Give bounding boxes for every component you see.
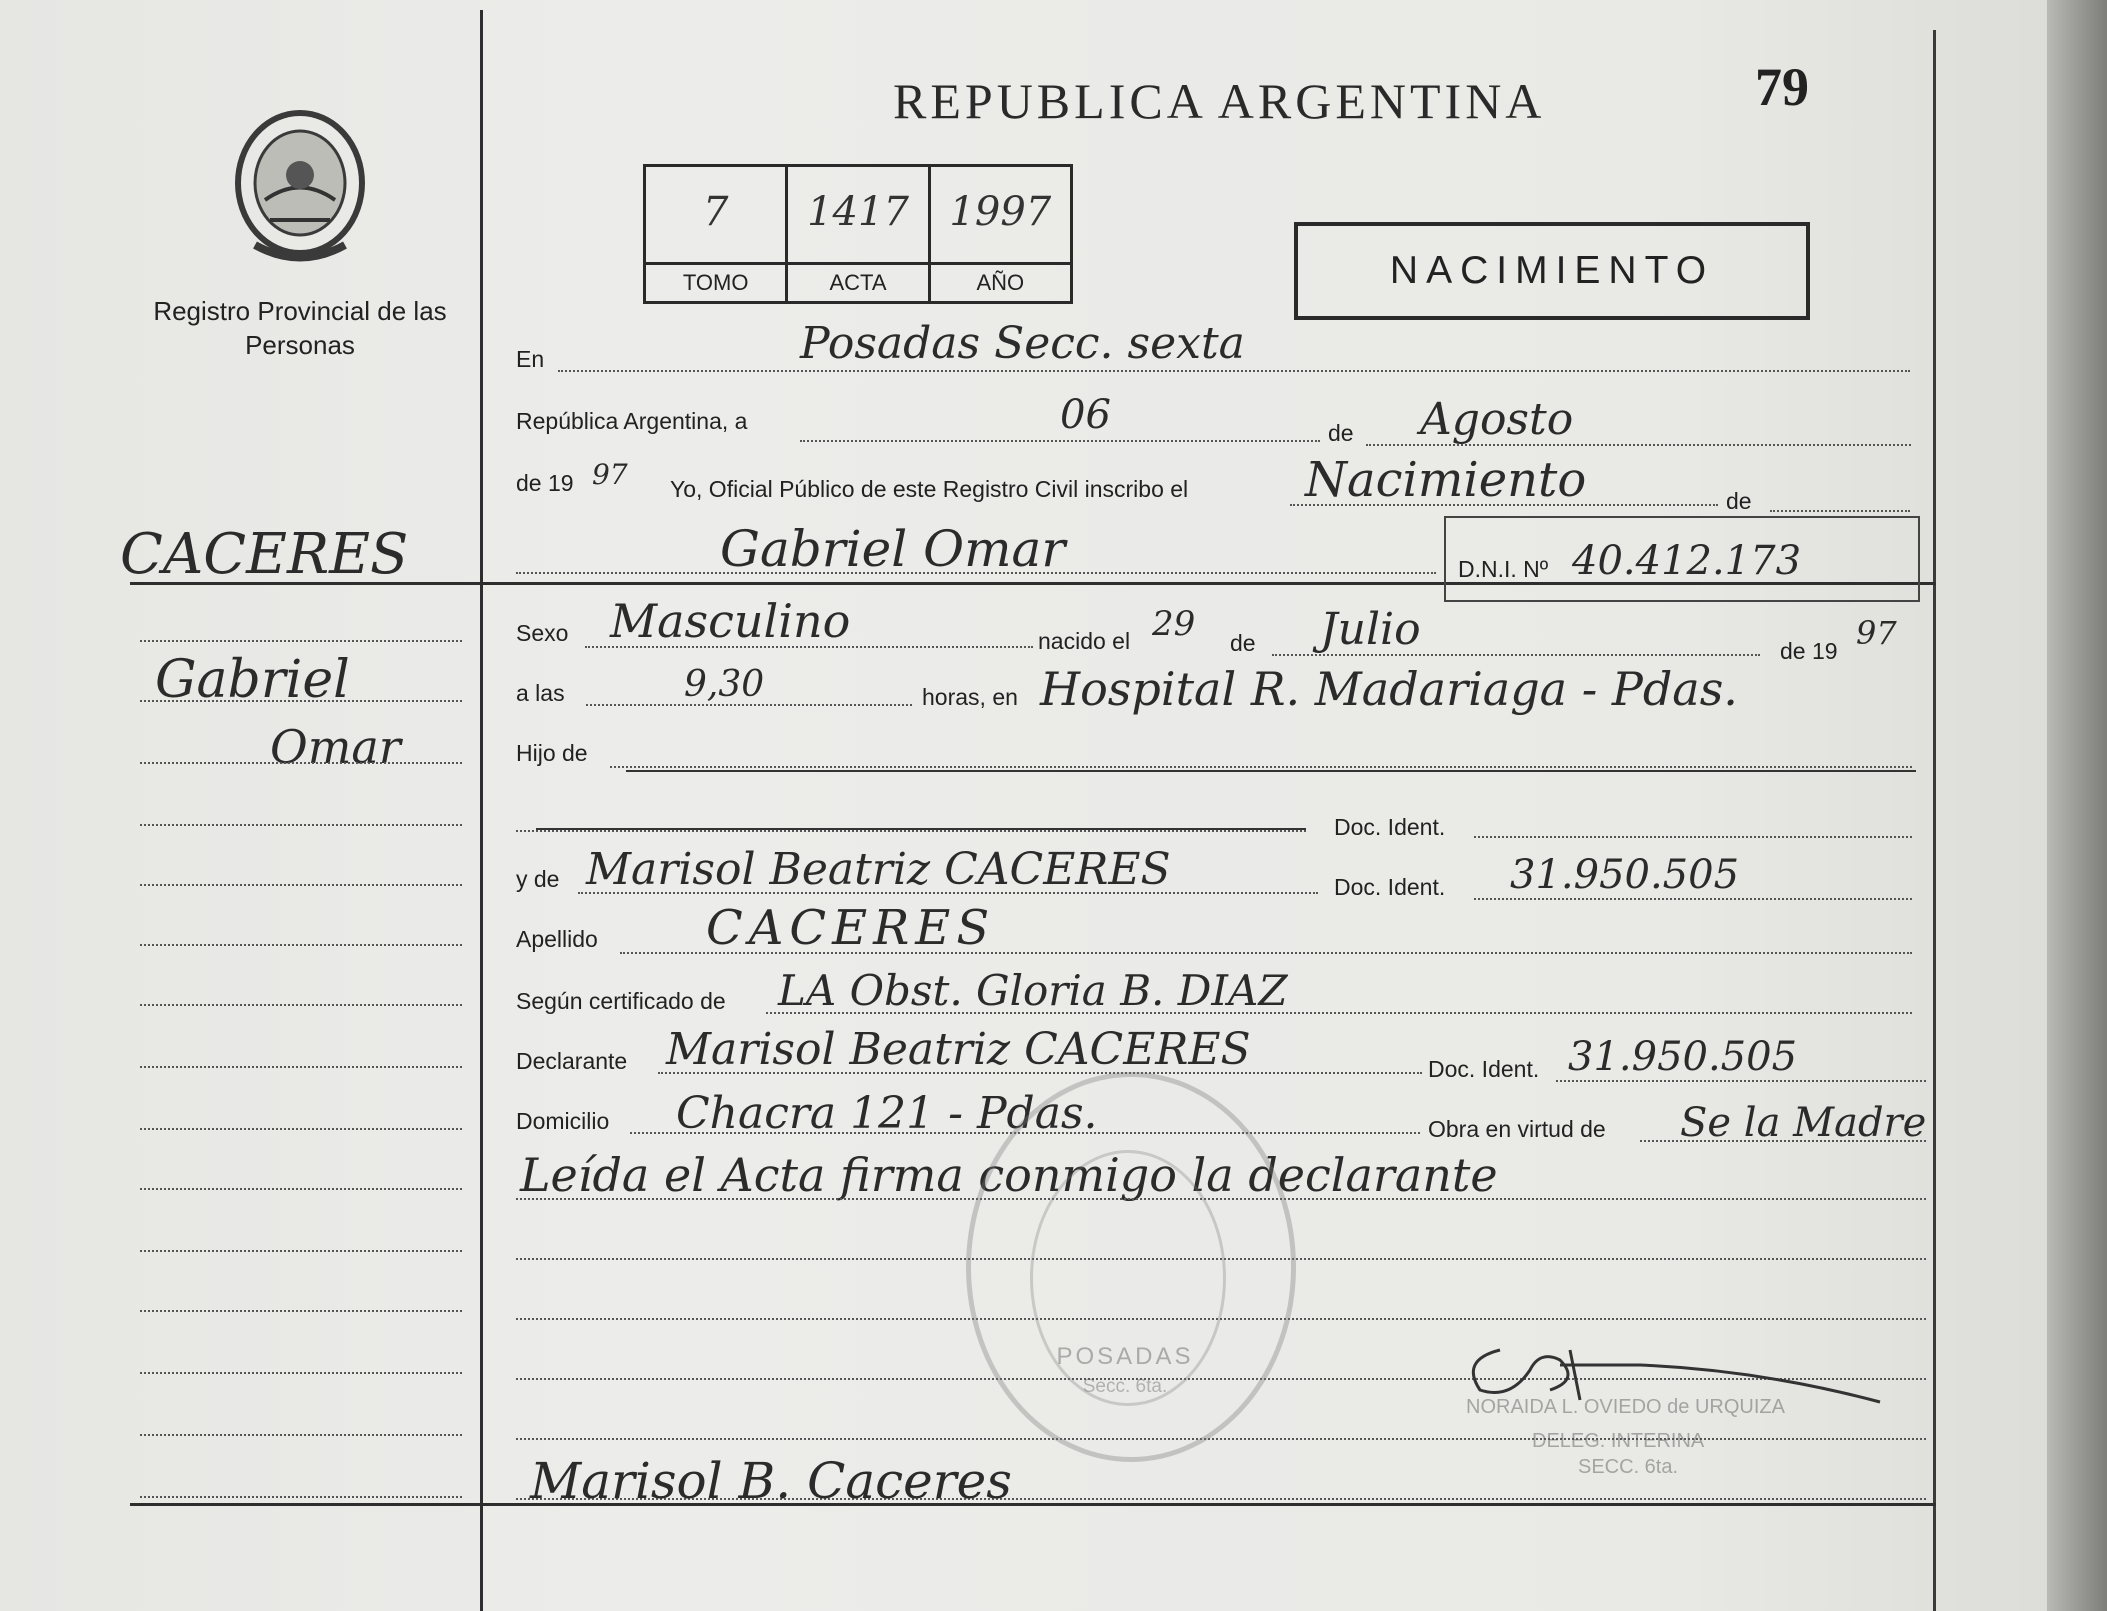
event-value: Nacimiento <box>1305 452 1587 508</box>
doc2-label: Doc. Ident. <box>1334 874 1446 900</box>
margin-line <box>140 1188 462 1190</box>
year-suffix-value: 97 <box>592 458 628 491</box>
ano-value: 1997 <box>949 189 1052 235</box>
en-label: En <box>516 346 545 372</box>
declarant-signature: Marisol B. Caceres <box>530 1452 1012 1510</box>
doc3-line <box>1556 1080 1926 1082</box>
declarante-value: Marisol Beatriz CACERES <box>666 1024 1251 1075</box>
de19-label: de 19 <box>1780 638 1838 664</box>
ano-label: AÑO <box>931 262 1070 301</box>
stamp-city: POSADAS <box>1056 1343 1194 1370</box>
page-number: 79 <box>1755 57 1809 117</box>
country-title: REPUBLICA ARGENTINA <box>893 73 1546 129</box>
tomo-label: TOMO <box>646 262 785 301</box>
nacido-label: nacido el <box>1038 628 1131 654</box>
margin-line <box>140 1310 462 1312</box>
de3-label: de <box>1230 630 1256 656</box>
official-section: SECC. 6ta. <box>1578 1456 1679 1478</box>
margin-line <box>140 824 462 826</box>
yo-label: Yo, Oficial Público de este Registro Civil inscribo el <box>670 476 1189 502</box>
yde-label: y de <box>516 866 560 892</box>
margin-line <box>140 1496 462 1498</box>
day-line <box>800 440 1320 442</box>
place-value: Posadas Secc. sexta <box>800 318 1245 369</box>
doc3-label: Doc. Ident. <box>1428 1056 1540 1082</box>
domicilio-label: Domicilio <box>516 1108 610 1134</box>
doc2-line <box>1474 898 1912 900</box>
republica-label: República Argentina, a <box>516 408 748 434</box>
footer-divider <box>130 1503 1936 1506</box>
apellido-value: CACERES <box>706 900 996 956</box>
margin-line <box>140 1066 462 1068</box>
father-cont-line <box>516 830 1306 832</box>
acta-value: 1417 <box>807 189 909 235</box>
margin-surname: CACERES <box>120 522 409 587</box>
margin-line <box>140 640 462 642</box>
margin-line <box>140 1004 462 1006</box>
page-edge-shadow <box>2047 0 2107 1611</box>
misiones-seal-icon <box>225 105 375 265</box>
en-line <box>558 370 1910 372</box>
registry-number-box <box>643 164 1073 304</box>
birth-time-value: 9,30 <box>684 664 765 705</box>
month-value: Agosto <box>1420 394 1574 445</box>
margin-line <box>140 1372 462 1374</box>
margin-line <box>140 1250 462 1252</box>
child-name-value: Gabriel Omar <box>720 520 1066 578</box>
apellido-label: Apellido <box>516 926 598 952</box>
declarante-label: Declarante <box>516 1048 628 1074</box>
father-strike-line <box>626 770 1916 772</box>
margin-first-name: Gabriel <box>155 650 350 710</box>
registry-name: Registro Provincial de las Personas <box>153 296 447 360</box>
stamp-section: Secc. 6ta. <box>1082 1376 1168 1397</box>
margin-line <box>140 944 462 946</box>
acta-label: ACTA <box>788 262 927 301</box>
ano-cell <box>931 167 1070 301</box>
sexo-value: Masculino <box>610 594 851 648</box>
de-label: de <box>1328 420 1354 446</box>
sexo-label: Sexo <box>516 620 569 646</box>
day-value: 06 <box>1060 392 1111 438</box>
doc1-line <box>1474 836 1912 838</box>
margin-line <box>140 1434 462 1436</box>
tomo-cell <box>646 167 788 301</box>
margin-line <box>140 1128 462 1130</box>
year-prefix-label: de 19 <box>516 470 574 496</box>
declarante-doc-value: 31.950.505 <box>1568 1034 1798 1080</box>
obra-label: Obra en virtud de <box>1428 1116 1606 1142</box>
horas-label: horas, en <box>922 684 1018 710</box>
body-line <box>516 1438 1926 1440</box>
doc1-label: Doc. Ident. <box>1334 814 1446 840</box>
certificate-value: LA Obst. Gloria B. DIAZ <box>778 966 1288 1015</box>
right-margin-rule <box>1933 30 1936 1611</box>
birth-day-value: 29 <box>1152 604 1196 644</box>
alas-label: a las <box>516 680 565 706</box>
continuation-text: Leída el Acta firma conmigo la declarante <box>520 1148 1498 1202</box>
left-margin-rule <box>480 10 483 1611</box>
margin-line <box>140 762 462 764</box>
segun-label: Según certificado de <box>516 988 726 1014</box>
obra-value: Se la Madre <box>1680 1100 1927 1146</box>
hijo-label: Hijo de <box>516 740 588 766</box>
act-type-box: NACIMIENTO <box>1294 222 1810 320</box>
de2-line <box>1770 510 1910 512</box>
de2-label: de <box>1726 488 1752 514</box>
dni-label: D.N.I. Nº <box>1458 556 1549 582</box>
mother-value: Marisol Beatriz CACERES <box>586 844 1171 895</box>
birth-month-value: Julio <box>1320 604 1421 655</box>
mother-doc-value: 31.950.505 <box>1510 852 1740 898</box>
margin-second-name: Omar <box>270 720 401 774</box>
father-cont-strike <box>536 828 1306 830</box>
birth-year-value: 97 <box>1856 614 1897 652</box>
margin-line <box>140 884 462 886</box>
tomo-value: 7 <box>702 189 729 235</box>
margin-line <box>140 700 462 702</box>
acta-cell <box>788 167 930 301</box>
official-name: NORAIDA L. OVIEDO de URQUIZA <box>1466 1396 1785 1418</box>
birth-place-value: Hospital R. Madariaga - Pdas. <box>1040 662 1738 716</box>
father-line <box>610 766 1912 768</box>
dni-value: 40.412.173 <box>1572 538 1802 584</box>
domicilio-value: Chacra 121 - Pdas. <box>676 1088 1098 1139</box>
official-title: DELEG. INTERINA <box>1532 1430 1705 1452</box>
